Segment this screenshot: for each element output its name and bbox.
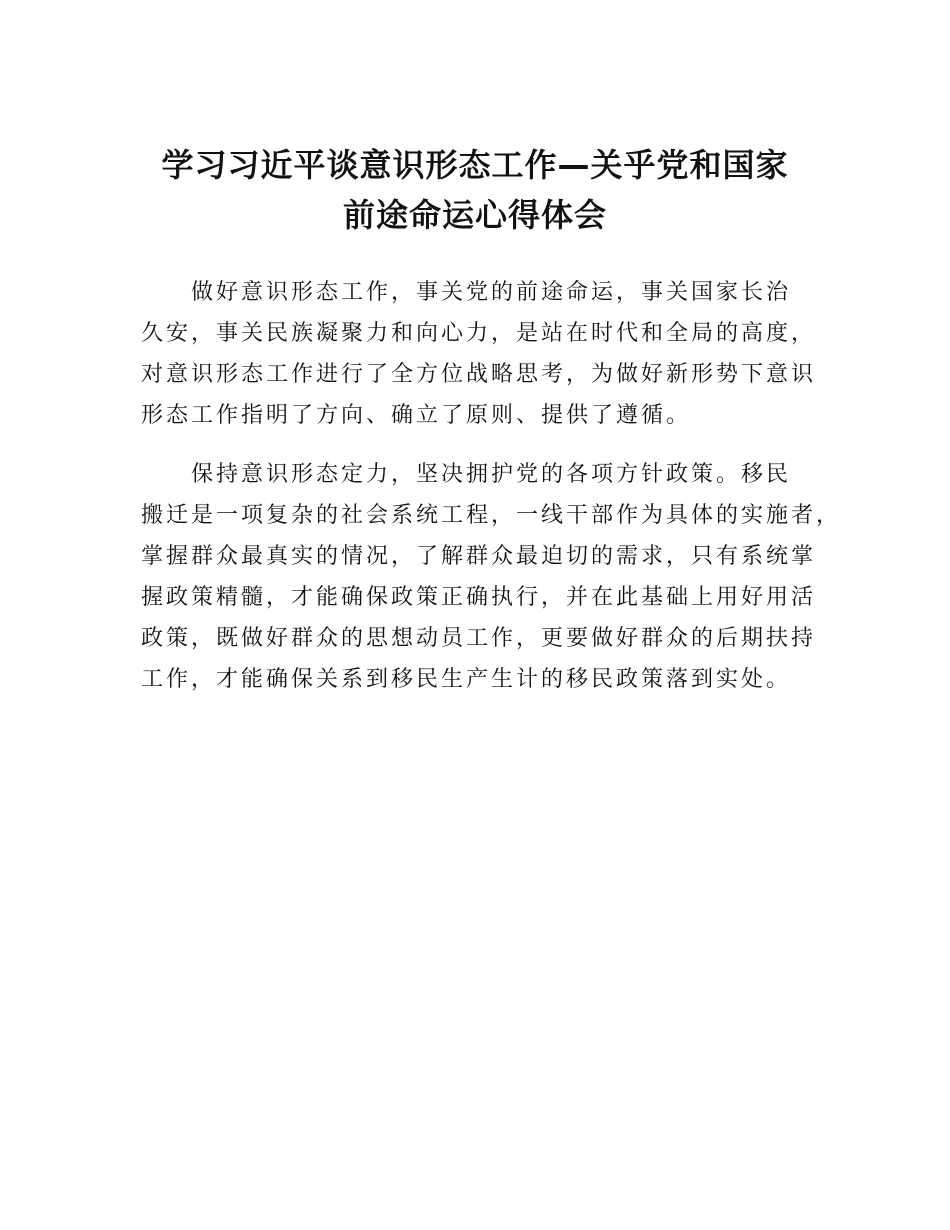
paragraph-line: 做好意识形态工作，事关党的前途命运，事关国家长治 [191, 280, 792, 305]
paragraph-line: 工作，才能确保关系到移民生产生计的移民政策落到实处。 [141, 667, 792, 692]
paragraph-2 [141, 454, 842, 700]
paragraph-line: 政策，既做好群众的思想动员工作，更要做好群众的后期扶持 [141, 626, 817, 651]
paragraph-line: 握政策精髓，才能确保政策正确执行，并在此基础上用好用活 [141, 585, 817, 610]
paragraph-line: 掌握群众最真实的情况，了解群众最迫切的需求，只有系统掌 [141, 544, 817, 569]
paragraph-line: 保持意识形态定力，坚决拥护党的各项方针政策。移民 [191, 462, 792, 487]
paragraph-line: 搬迁是一项复杂的社会系统工程，一线干部作为具体的实施者， [141, 503, 842, 528]
title-line-2: 前途命运心得体会 [342, 196, 607, 234]
paragraph-line: 对意识形态工作进行了全方位战略思考，为做好新形势下意识 [141, 362, 817, 387]
paragraph-line: 久安，事关民族凝聚力和向心力，是站在时代和全局的高度， [141, 321, 817, 346]
document-title [120, 140, 830, 240]
document-body [141, 272, 842, 718]
paragraph-line: 形态工作指明了方向、确立了原则、提供了遵循。 [141, 403, 692, 428]
title-line-1: 学习习近平谈意识形态工作—关乎党和国家 [161, 146, 789, 184]
paragraph-1 [141, 272, 831, 436]
